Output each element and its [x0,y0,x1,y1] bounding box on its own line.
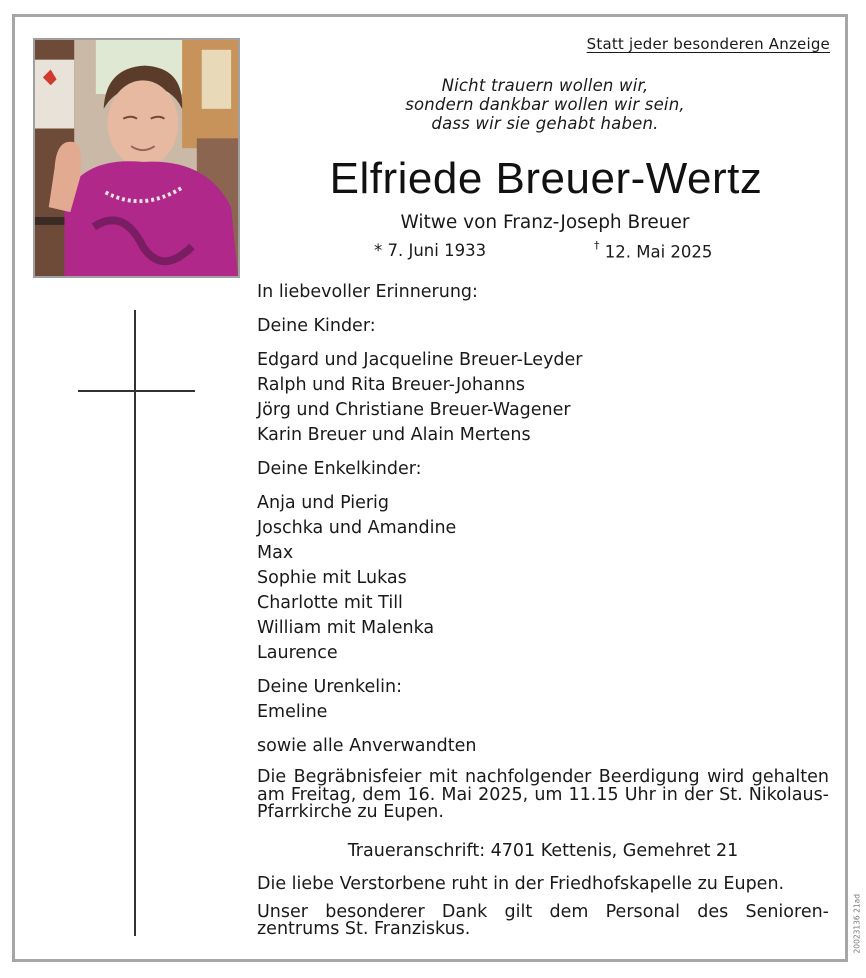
list-item: William mit Malenka [257,618,435,638]
mourning-address: Traueranschrift: 4701 Kettenis, Gemehret 21 [347,840,739,861]
list-item: Laurence [257,643,338,663]
children-heading: Deine Kinder: [257,316,376,336]
birth-symbol: * [374,241,383,260]
list-item: Max [257,543,294,563]
cross-icon [134,310,136,936]
portrait-photo [33,38,240,278]
verse-line: Nicht trauern wollen wir, [441,76,649,95]
birth-date [374,241,486,260]
list-item: Jörg und Christiane Breuer-Wagener [257,400,571,420]
chapel-text: Die liebe Verstorbene ruht in der Friedhofskapelle zu Eupen. [257,873,785,894]
death-date [594,241,712,262]
birth-date-value: 7. Juni 1933 [387,241,487,260]
cross-icon-bar [78,390,195,392]
list-item: Emeline [257,702,328,722]
list-item: Charlotte mit Till [257,593,403,613]
widow-of: Witwe von Franz-Joseph Breuer [400,212,690,233]
death-date-value: 12. Mai 2025 [604,242,713,262]
deceased-name: Elfriede Breuer-Wertz [329,154,763,203]
list-item: Karin Breuer und Alain Mertens [257,425,531,445]
verse-line: dass wir sie gehabt haben. [431,114,659,133]
death-symbol: † [594,239,600,252]
top-note: Statt jeder besonderen Anzeige [586,35,830,53]
list-item: Anja und Pierig [257,493,390,513]
funeral-text: Die Begräbnisfeier mit nachfolgender Beerdigung wird gehalten am Freitag, dem 16. Mai 2025, um 11.15 Uhr in der St. Nikolaus-Pfarrkirche zu Eupen. [257,767,829,822]
list-item: Edgard und Jacqueline Breuer-Leyder [257,350,583,370]
grandchildren-heading: Deine Enkelkinder: [257,459,422,479]
list-item: Joschka und Amandine [257,518,457,538]
greatgrandchildren-heading: Deine Urenkelin: [257,677,402,697]
thanks-text: Unser besonderer Dank gilt dem Personal des Senioren-zentrums St. Franziskus. [257,901,829,939]
verse-line: sondern dankbar wollen wir sein, [405,95,685,114]
intro: In liebevoller Erinnerung: [257,282,478,302]
reference-code: 20023136 21ad [852,894,861,954]
list-item: Ralph und Rita Breuer-Johanns [257,375,525,395]
relatives: sowie alle Anverwandten [257,736,477,756]
notice-body [257,280,829,939]
verse [360,76,730,133]
list-item: Sophie mit Lukas [257,568,407,588]
